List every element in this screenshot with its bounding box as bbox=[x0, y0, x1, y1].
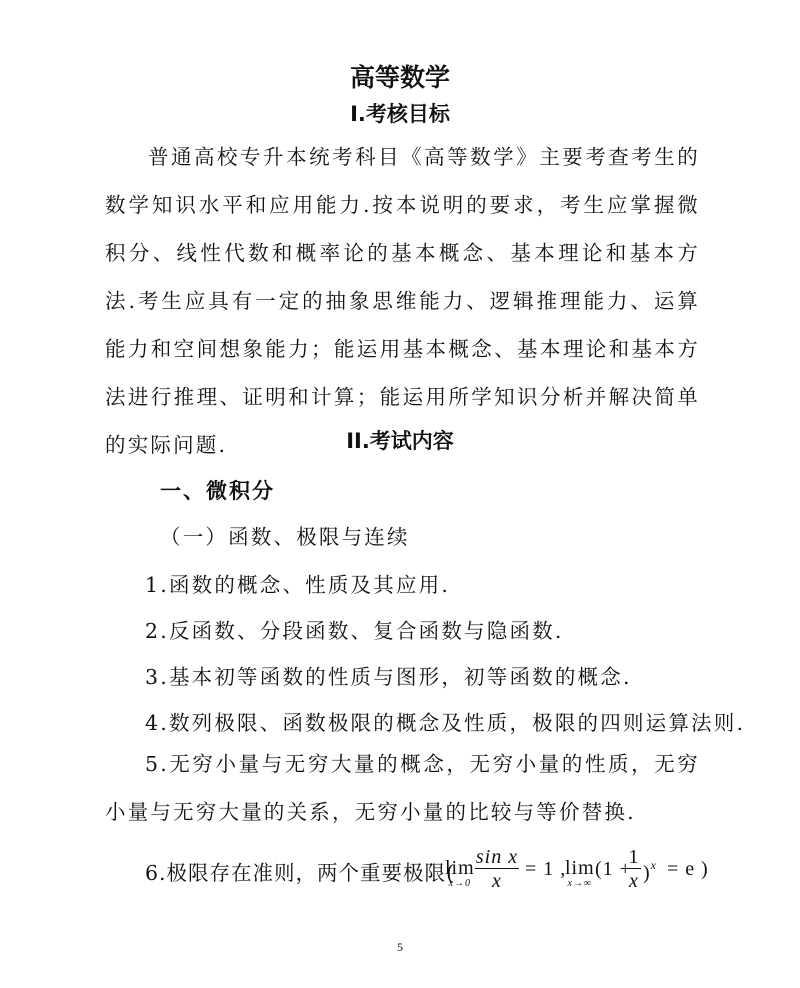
fraction-denominator-2: x bbox=[629, 870, 639, 892]
objectives-paragraph: 普通高校专升本统考科目《高等数学》主要考查考生的数学知识水平和应用能力.按本说明的要求，考生应掌握微积分、线性代数和概率论的基本概念、基本理论和基本方法.考生应具有一定的抽象思维能力、逻辑推理能力、运算能力和空间想象能力；能运用基本概念、基本理论和基本方法进行推理、证明和计算；能运用所学知识分析并解决简单的实际问题. bbox=[105, 145, 700, 457]
closing-paren: ) bbox=[701, 858, 709, 880]
equals-e: = e bbox=[667, 858, 696, 880]
part-title-calculus: 一、微积分 bbox=[160, 479, 275, 503]
expression-left: (1 + bbox=[595, 858, 632, 880]
list-item: 4.数列极限、函数极限的概念及性质，极限的四则运算法则. bbox=[145, 711, 746, 735]
list-item: 2.反函数、分段函数、复合函数与隐函数. bbox=[145, 619, 564, 643]
limit-operator-2: lim x→∞ bbox=[565, 857, 595, 889]
subpart-title-functions-limits: （一）函数、极限与连续 bbox=[160, 525, 410, 549]
expression-right: )$^x$ bbox=[643, 858, 657, 884]
page-number: 5 bbox=[397, 940, 403, 954]
fraction-one-over-x bbox=[627, 846, 641, 893]
fraction-numerator-2: 1 bbox=[628, 846, 640, 868]
section-heading-objectives: I.考核目标 bbox=[350, 102, 450, 126]
limit-operator-1: lim x→0 bbox=[445, 857, 475, 889]
limit-subscript-2: x→∞ bbox=[567, 878, 593, 889]
fraction-numerator-1: sin x bbox=[475, 846, 519, 868]
fraction-sinx-over-x bbox=[475, 846, 519, 893]
exponent: x bbox=[650, 858, 657, 872]
page-title: 高等数学 bbox=[349, 63, 450, 92]
limit-subscript-1: x→0 bbox=[448, 878, 472, 889]
list-item: 5.无穷小量与无穷大量的概念，无穷小量的性质，无穷小量与无穷大量的关系，无穷小量的比较与等价替换. bbox=[105, 752, 700, 824]
item6-text: 6.极限存在准则，两个重要极限( bbox=[145, 861, 456, 885]
section-heading-content: II.考试内容 bbox=[346, 429, 454, 453]
fraction-denominator-1: x bbox=[492, 870, 502, 892]
equals-one: = 1 , bbox=[525, 858, 567, 880]
list-item: 3.基本初等函数的性质与图形，初等函数的概念. bbox=[145, 665, 632, 689]
list-item: 1.函数的概念、性质及其应用. bbox=[145, 573, 451, 597]
